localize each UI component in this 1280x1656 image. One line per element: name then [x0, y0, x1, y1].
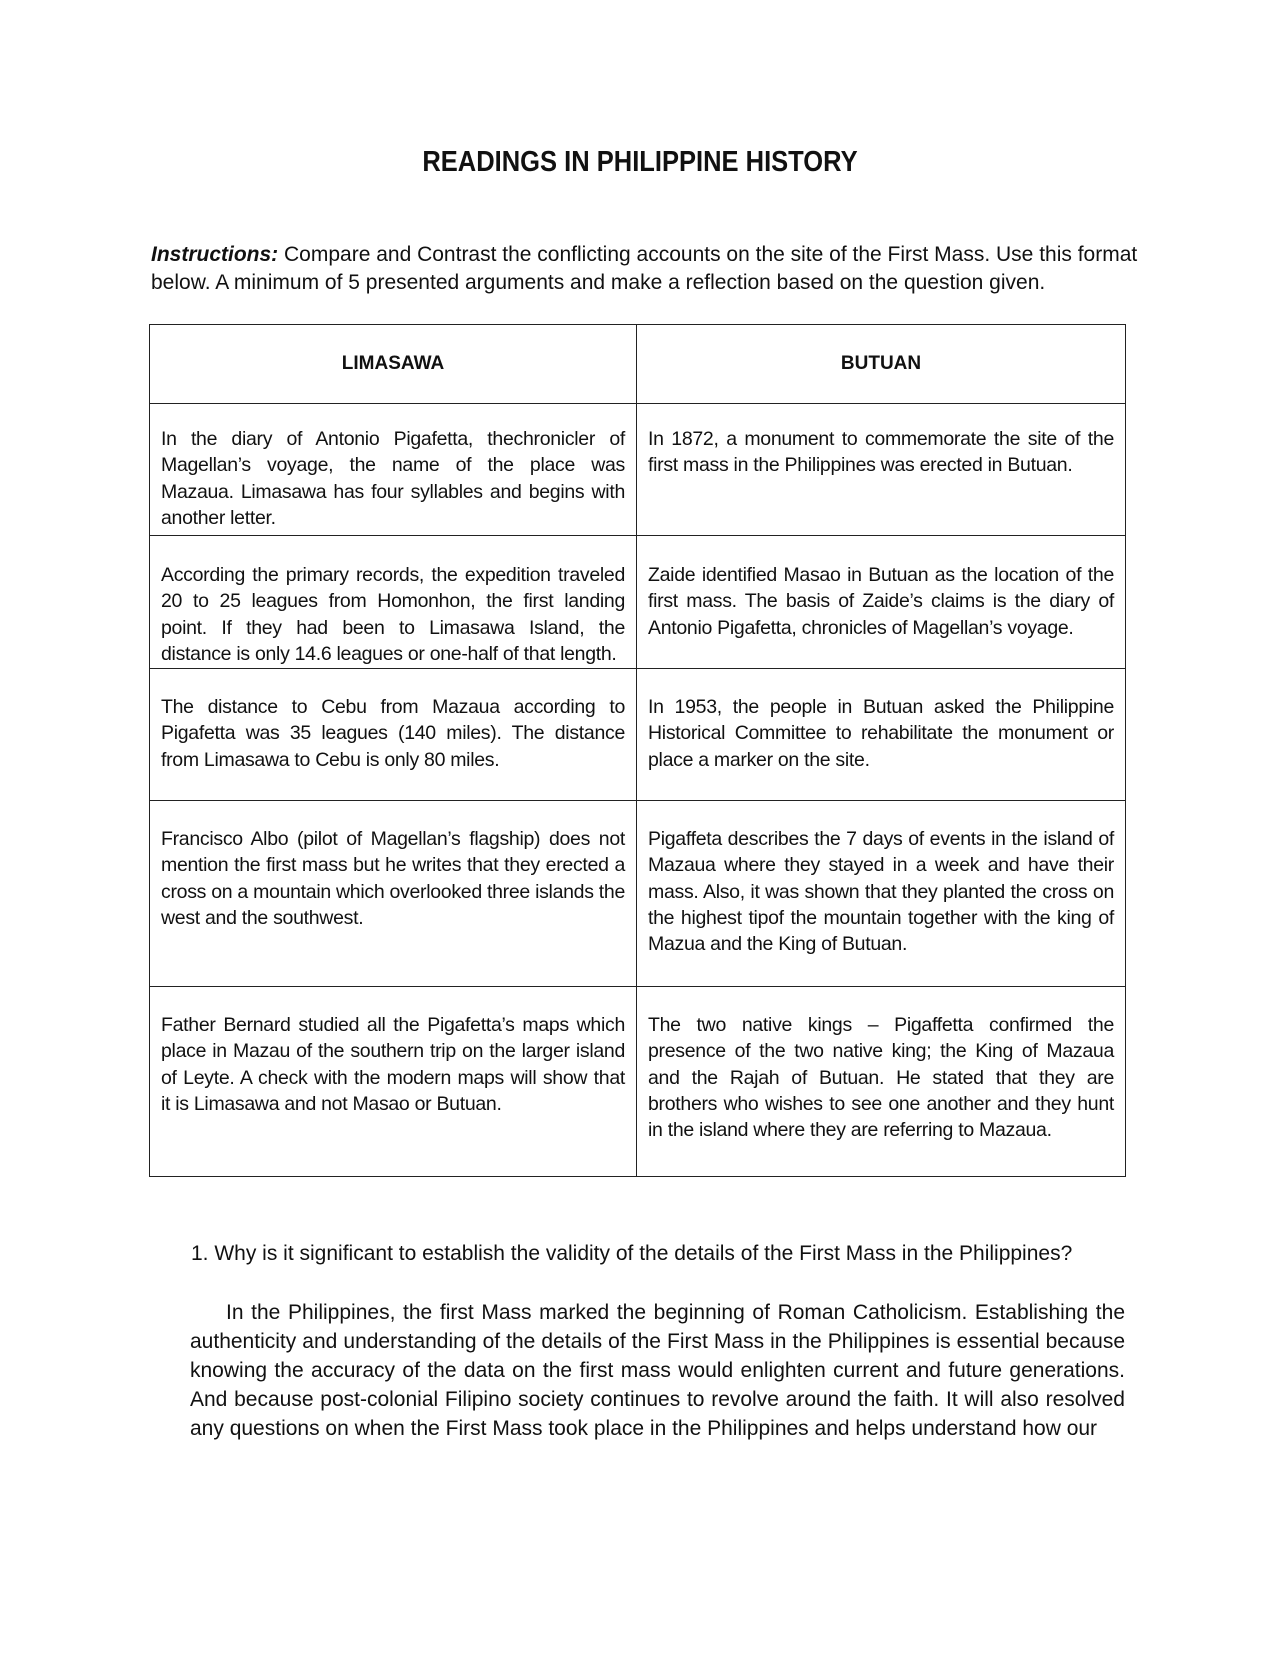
table-row	[150, 987, 1126, 1177]
limasawa-argument: Francisco Albo (pilot of Magellan’s flagship) does not mention the first mass but he writes that they erected a cross on a mountain which overlooked three islands the west and the southwest.	[161, 828, 625, 929]
limasawa-argument: Father Bernard studied all the Pigafetta’s maps which place in Mazau of the southern trip on the larger island of Leyte. A check with the modern maps will show that it is Limasawa and not Masao or Butuan.	[161, 1014, 625, 1115]
table-row	[150, 801, 1126, 987]
reflection-answer: In the Philippines, the first Mass marked the beginning of Roman Catholicism. Establishing the authenticity and understanding of the details of the First Mass in the Philippines is essential because knowing the accuracy of the data on the first mass would enlighten current and future generations. And because post-colonial Filipino society continues to revolve around the faith. It will also resolved any questions on when the First Mass took place in the Philippines and helps understand how our	[190, 1301, 1125, 1440]
table-row	[150, 404, 1126, 536]
limasawa-cell	[150, 987, 637, 1177]
butuan-argument: In 1872, a monument to commemorate the site of the first mass in the Philippines was erected in Butuan.	[648, 428, 1114, 477]
butuan-argument: Pigaffeta describes the 7 days of events in the island of Mazaua where they stayed in a week and have their mass. Also, it was shown that they planted the cross on the highest tipof the mountain together with the king of Mazua and the King of Butuan.	[648, 828, 1114, 956]
butuan-cell	[637, 536, 1126, 669]
butuan-argument: In 1953, the people in Butuan asked the Philippine Historical Committee to rehabilitate the monument or place a marker on the site.	[648, 696, 1114, 771]
butuan-cell	[637, 669, 1126, 801]
table-header-row	[150, 325, 1126, 404]
limasawa-argument: In the diary of Antonio Pigafetta, thechronicler of Magellan’s voyage, the name of the place was Mazaua. Limasawa has four syllables and begins with another letter.	[161, 428, 625, 529]
instructions-paragraph	[151, 241, 1161, 297]
instructions-label: Instructions:	[151, 243, 279, 266]
reflection-question: 1. Why is it significant to establish the validity of the details of the First Mass in the Philippines?	[191, 1242, 1073, 1265]
instructions-text: Compare and Contrast the conflicting accounts on the site of the First Mass. Use this format below. A minimum of 5 presented arguments and make a reflection based on the question given.	[151, 243, 1138, 294]
limasawa-cell	[150, 536, 637, 669]
butuan-cell	[637, 987, 1126, 1177]
limasawa-cell	[150, 669, 637, 801]
table-row	[150, 536, 1126, 669]
butuan-argument: The two native kings – Pigaffetta confirmed the presence of the two native king; the King of Mazaua and the Rajah of Butuan. He stated that they are brothers who wishes to see one another and they hunt in the island where they are referring to Mazaua.	[648, 1014, 1114, 1142]
limasawa-cell	[150, 801, 637, 987]
limasawa-argument: According the primary records, the expedition traveled 20 to 25 leagues from Homonhon, the first landing point. If they had been to Limasawa Island, the distance is only 14.6 leagues or one-half of that length.	[161, 564, 625, 665]
header-limasawa: LIMASAWA	[150, 325, 637, 404]
limasawa-cell	[150, 404, 637, 536]
page-title: READINGS IN PHILIPPINE HISTORY	[422, 146, 858, 178]
butuan-cell	[637, 801, 1126, 987]
butuan-cell	[637, 404, 1126, 536]
header-butuan: BUTUAN	[637, 325, 1126, 404]
limasawa-argument: The distance to Cebu from Mazaua according to Pigafetta was 35 leagues (140 miles). The distance from Limasawa to Cebu is only 80 miles.	[161, 696, 625, 771]
butuan-argument: Zaide identified Masao in Butuan as the location of the first mass. The basis of Zaide’s claims is the diary of Antonio Pigafetta, chronicles of Magellan’s voyage.	[648, 564, 1114, 639]
comparison-table	[149, 324, 1126, 1177]
table-row	[150, 669, 1126, 801]
